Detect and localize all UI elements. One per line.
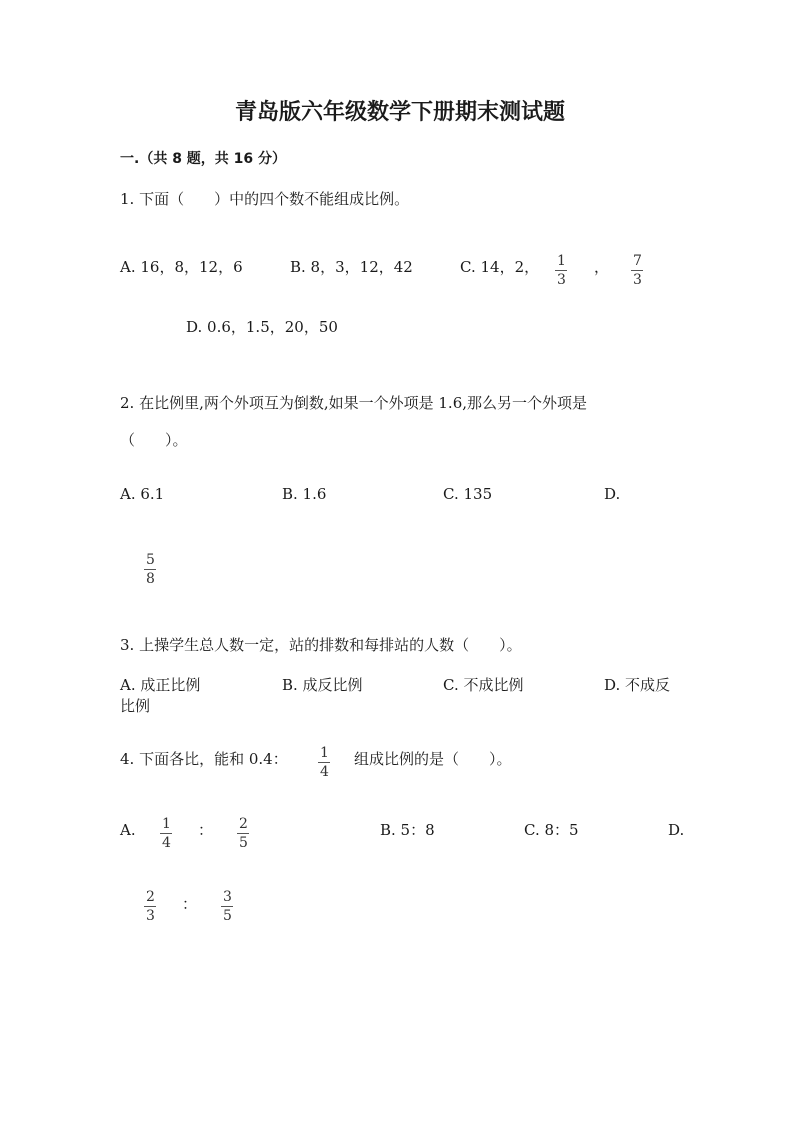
question-3-option-b: B. 成反比例: [282, 676, 363, 694]
fraction-denominator: 5: [223, 908, 232, 924]
question-2-option-d: D.: [604, 485, 621, 503]
fraction-numerator: 1: [557, 253, 566, 269]
fraction-denominator: 3: [146, 908, 155, 924]
question-3-option-a: A. 成正比例: [120, 676, 201, 694]
question-4-option-c: C. 8：5: [524, 821, 579, 839]
question-2-stem-line-1: 2. 在比例里,两个外项互为倒数,如果一个外项是 1.6,那么另一个外项是: [120, 394, 588, 412]
question-3-option-d-line-1: D. 不成反: [604, 676, 671, 694]
fraction-denominator: 8: [146, 571, 155, 587]
question-1-option-c: C. 14，2，: [460, 258, 540, 276]
question-3-option-c: C. 不成比例: [443, 676, 524, 694]
question-2-stem-line-2: （ ）。: [120, 431, 188, 449]
fraction-numerator: 7: [633, 253, 642, 269]
question-4-option-a-colon: ：: [198, 821, 214, 839]
question-3-stem: 3. 上操学生总人数一定，站的排数和每排站的人数（ ）。: [120, 636, 522, 654]
fraction-numerator: 5: [146, 552, 155, 568]
question-2-option-a: A. 6.1: [120, 485, 165, 503]
question-4-stem-suffix: 组成比例的是（ ）。: [354, 750, 512, 768]
fraction-denominator: 3: [557, 272, 566, 288]
question-1-option-b: B. 8，3，12，42: [290, 258, 413, 276]
question-4-option-d-colon: ：: [182, 895, 198, 913]
question-3-option-d-line-2: 比例: [120, 697, 151, 715]
question-4-option-b: B. 5：8: [380, 821, 435, 839]
question-4-option-a-fraction-2: [237, 817, 250, 850]
fraction-numerator: 1: [320, 745, 329, 761]
question-4-option-a: A.: [120, 821, 136, 839]
fraction-denominator: 5: [239, 835, 248, 851]
question-1-option-d: D. 0.6，1.5，20，50: [186, 318, 338, 336]
question-4-option-d-fraction-2: [221, 890, 234, 923]
fraction-denominator: 4: [162, 835, 171, 851]
fraction-numerator: 1: [162, 816, 171, 832]
question-1-option-c-fraction-1: [555, 254, 568, 287]
question-2-option-b: B. 1.6: [282, 485, 327, 503]
question-4-option-a-fraction-1: [160, 817, 173, 850]
fraction-numerator: 3: [223, 889, 232, 905]
question-4-option-d-fraction-1: [144, 890, 157, 923]
question-1-option-a: A. 16，8，12，6: [120, 258, 243, 276]
fraction-numerator: 2: [239, 816, 248, 832]
section-heading: 一.（共 8 题，共 16 分）: [120, 151, 287, 167]
question-1-stem: 1. 下面（ ）中的四个数不能组成比例。: [120, 190, 410, 208]
question-1-option-c-separator: ，: [594, 258, 610, 276]
question-1-option-c-fraction-2: [631, 254, 644, 287]
fraction-denominator: 3: [633, 272, 642, 288]
question-4-option-d: D.: [668, 821, 685, 839]
question-4-stem-fraction: [318, 746, 331, 779]
fraction-numerator: 2: [146, 889, 155, 905]
page-title: 青岛版六年级数学下册期末测试题: [234, 100, 565, 125]
fraction-denominator: 4: [320, 764, 329, 780]
question-2-option-d-fraction: [144, 553, 157, 586]
question-2-option-c: C. 135: [443, 485, 493, 503]
question-4-stem-prefix: 4. 下面各比，能和 0.4：: [120, 750, 288, 768]
